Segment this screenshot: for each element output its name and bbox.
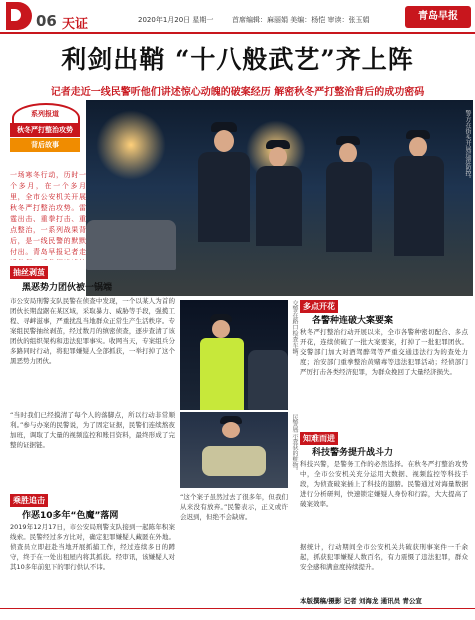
banner-middle-label: 秋冬严打整治攻势	[10, 123, 80, 137]
section-body-2: 2019年12月17日，市公安局刑警支队接到一起陈年积案线索。民警经过多方比对，确定犯罪嫌疑人藏匿在外地。侦查员立即赶赴当地开展抓捕工作，经过连续多日的蹲守，终于在一处出租屋内将其抓获。经审讯，该嫌疑人对其10多年前犯下的罪行供认不讳。	[10, 523, 175, 571]
section-body-2b: “这个案子虽然过去了很多年，但我们从来没有放弃。”民警表示，正义或许会迟到，但绝不会缺席。	[180, 493, 288, 521]
police-car	[86, 220, 176, 270]
officer-figure	[198, 152, 250, 242]
officer-figure	[394, 156, 444, 256]
article-intro: 一场寒冬行动，历时一个多月，在一个多月里，全市公安机关开展秋冬严打整治攻势。雷霆出击、重拳打击、重点整治，一系列战果背后，是一线民警的默默付出。青岛早报记者走	[10, 171, 86, 256]
section-name: 天证	[62, 17, 89, 32]
masthead-bar	[0, 0, 475, 34]
officer-head	[409, 137, 427, 157]
officer-head	[339, 143, 357, 163]
section-title-1: 黑恶势力团伙被一锅端	[22, 283, 113, 293]
officer-head	[212, 320, 230, 338]
series-banner	[10, 103, 82, 161]
street-light-glow	[96, 110, 166, 180]
section-body-4b: 据统计，行动期间全市公安机关共破获刑事案件一千余起，抓获犯罪嫌疑人数百名，有力震慑了违法犯罪，群众安全感和满意度持续提升。	[300, 543, 468, 571]
section-body-1b: “当时我们已经摸清了每个人的落脚点，所以行动非常顺利。”参与办案的民警说，为了固定证据，民警们连续熬夜加班，调取了大量的视频监控和账目资料，最终形成了完整的证据链。	[10, 411, 175, 449]
main-photo	[86, 100, 473, 296]
photo-caption: 警方在街头开展巡逻防控。	[464, 110, 471, 182]
article-byline: 本版撰稿/摄影 记者 刘海龙 通讯员 青公宣	[300, 597, 422, 605]
section-tag-3: 多点开花	[300, 300, 338, 313]
editors-credit: 首席编辑：麻丽娟 美编：杨恺 审读：张玉娟	[232, 16, 370, 24]
section-tag-4: 知难而进	[300, 432, 338, 445]
section-title-3: 各警种连破大案要案	[312, 316, 394, 326]
section-title-2: 作恶10多年“色魔”落网	[22, 511, 119, 521]
banner-bottom-label: 背后故事	[10, 138, 80, 152]
article-subheadline: 记者走近一线民警听他们讲述惊心动魄的破案经历 解密秋冬严打整治背后的成功密码	[50, 87, 425, 98]
vehicle-door	[248, 350, 288, 410]
section-body-1: 市公安局刑警支队民警在侦查中发现，一个以某人为首的团伙长期盘踞在某区域，采取暴力、威胁等手段，强揽工程、寻衅滋事，严重扰乱当地群众正常生产生活秩序。专案组民警抽丝剥茧，经过数月的缜密侦查，逐步查清了该团伙的组织架构和违法犯罪事实。收网当天，专案组兵分多路同时行动，将犯罪嫌疑人全部抓获，一举打掉了这个黑恶势力团伙。	[10, 297, 175, 365]
page-footer-rule	[0, 608, 475, 620]
officer-head	[214, 130, 234, 152]
page-number: 06	[36, 12, 57, 30]
evidence-photo	[180, 412, 288, 488]
officer-figure	[326, 162, 372, 252]
issue-date: 2020年1月20日 星期一	[138, 16, 214, 24]
officer-head	[269, 147, 287, 167]
section-tag-2: 乘胜追击	[10, 494, 48, 507]
brand-badge: 青岛早报	[405, 6, 471, 28]
article-headline: 利剑出鞘 “十八般武艺”齐上阵	[61, 45, 414, 74]
officer-head	[222, 422, 240, 438]
seized-item	[202, 446, 266, 476]
traffic-check-photo	[180, 300, 288, 410]
photo-caption-2: 交警在路口检查车辆。	[291, 300, 298, 360]
banner-top-label: 系列报道	[31, 110, 59, 118]
section-body-4: 科技兴警，是警务工作的必然选择。在秋冬严打整治攻势中，全市公安机关充分运用大数据、视频监控等科技手段，为侦查破案插上了科技的翅膀。民警通过对海量数据进行分析研判，快速锁定嫌疑人身份和行踪，大大提高了破案效率。	[300, 460, 468, 508]
officer-figure	[256, 166, 302, 246]
section-tag-1: 抽丝剥茧	[10, 266, 48, 279]
photo-caption-3: 民警展示查获的赃物。	[291, 414, 298, 474]
newspaper-logo-icon	[6, 2, 32, 30]
section-body-3: 秋冬严打整治行动开展以来，全市各警种密切配合、多点开花，连续侦破了一批大案要案，打掉了一批犯罪团伙。交警部门加大对酒驾醉驾等严重交通违法行为的查处力度；治安部门重拳整治黄赌毒等违法犯罪活动；经侦部门严厉打击各类经济犯罪，为群众挽回了大量经济损失。	[300, 328, 468, 376]
section-title-4: 科技警务提升战斗力	[312, 448, 394, 458]
officer-reflective-vest	[200, 338, 244, 410]
